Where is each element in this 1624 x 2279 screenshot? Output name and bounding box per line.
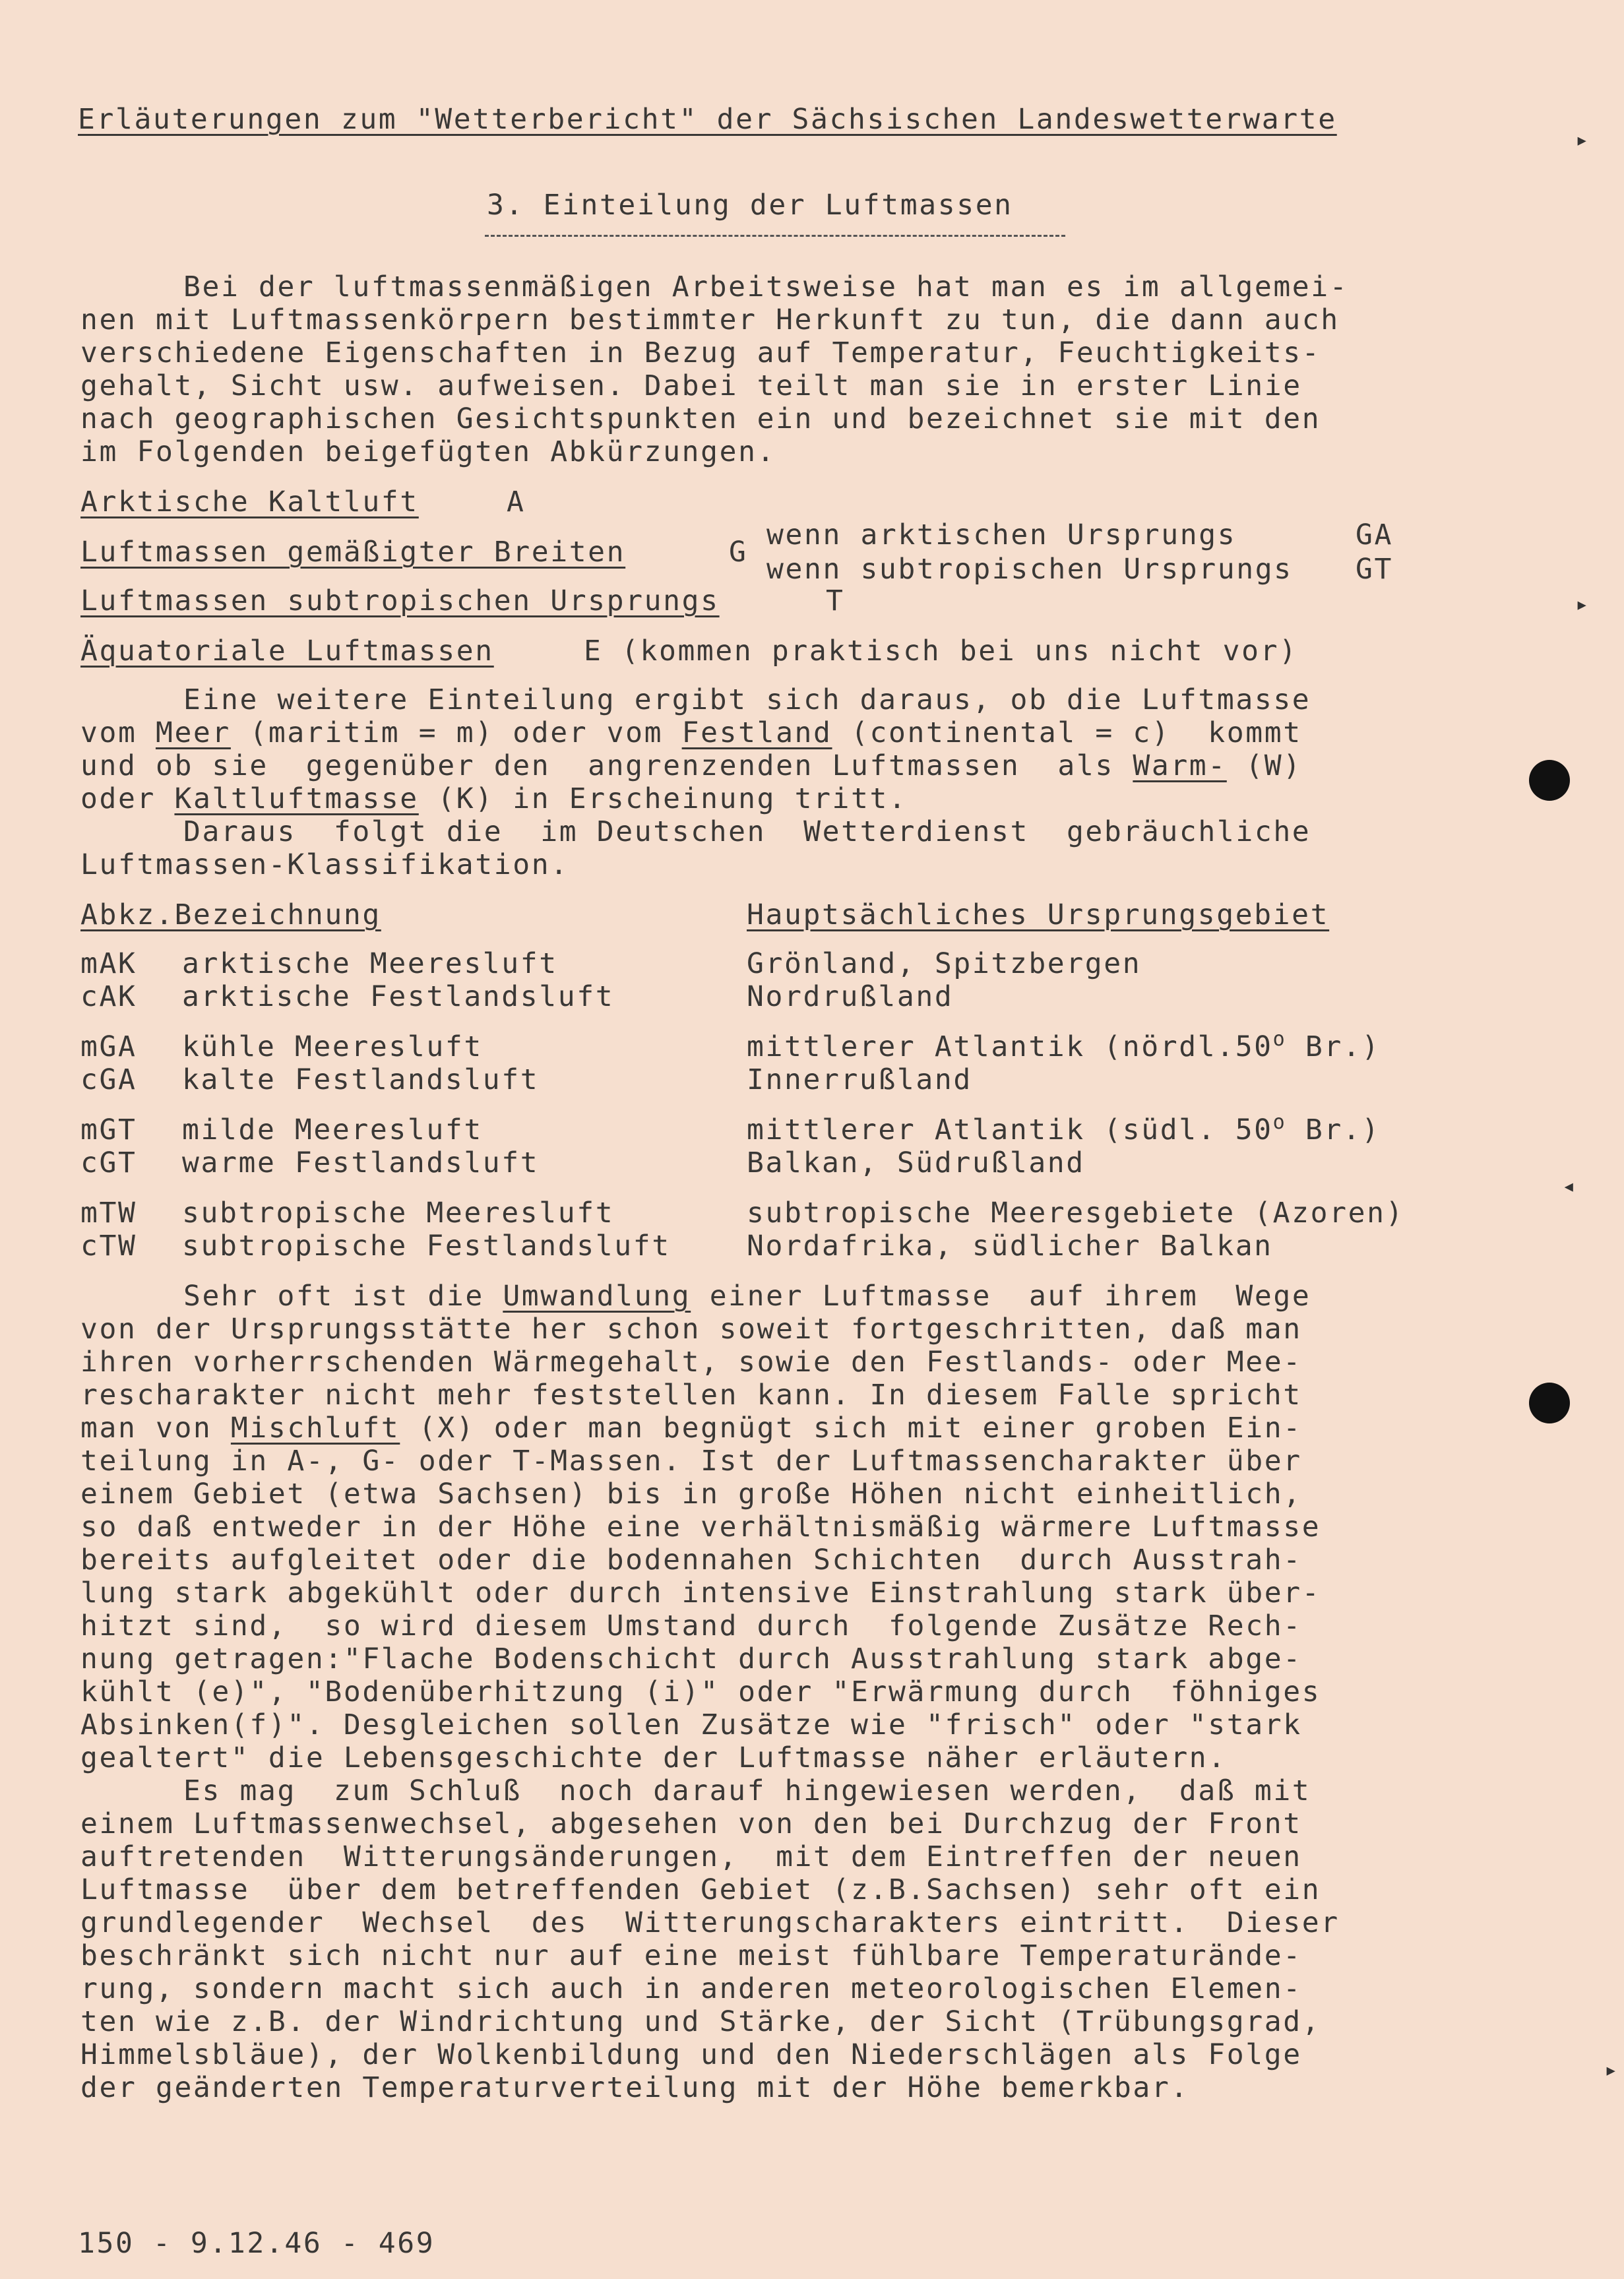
table-header-left: Abkz.Bezeichnung <box>80 898 381 931</box>
transform-line: so daß entweder in der Höhe eine verhältnismäßig wärmere Luftmasse <box>80 1511 1321 1544</box>
airmass-temperate-name: Luftmassen gemäßigter Breiten <box>80 536 626 569</box>
title-underline <box>485 235 1065 237</box>
row-origin: Grönland, Spitzbergen <box>747 947 1142 980</box>
row-abbr: cTW <box>80 1230 137 1263</box>
further-line: Daraus folgt die im Deutschen Wetterdienst gebräuchliche <box>183 815 1311 848</box>
intro-line: verschiedene Eigenschaften in Bezug auf Temperatur, Feuchtigkeits- <box>80 336 1321 369</box>
intro-line: Bei der luftmassenmäßigen Arbeitsweise hat man es im allgemei- <box>183 270 1349 303</box>
arrow-right-icon: ▸ <box>1604 2057 1618 2083</box>
row-name: arktische Festlandsluft <box>182 980 615 1013</box>
final-line: grundlegender Wechsel des Witterungscharakters eintritt. Dieser <box>80 1906 1340 1939</box>
final-line: Himmelsbläue), der Wolkenbildung und den Niederschlägen als Folge <box>80 2038 1302 2071</box>
final-line: einem Luftmassenwechsel, abgesehen von den bei Durchzug der Front <box>80 1807 1302 1840</box>
further-line: und ob sie gegenüber den angrenzenden Luftmassen als Warm- (W) <box>80 749 1302 782</box>
final-line: rung, sondern macht sich auch in anderen meteorologischen Elemen- <box>80 1972 1302 2005</box>
airmass-temperate-sub2: wenn subtropischen Ursprungs <box>766 553 1293 586</box>
footer-reference: 150 - 9.12.46 - 469 <box>78 2227 435 2260</box>
section-title: 3. Einteilung der Luftmassen <box>487 189 1013 222</box>
transform-line: Absinken(f)". Desgleichen sollen Zusätze wie "frisch" oder "stark <box>80 1708 1302 1741</box>
row-abbr: mGT <box>80 1113 137 1146</box>
final-line: auftretenden Witterungsänderungen, mit dem Eintreffen der neuen <box>80 1840 1302 1873</box>
further-line: vom Meer (maritim = m) oder vom Festland (continental = c) kommt <box>80 716 1302 749</box>
transform-line: von der Ursprungsstätte her schon soweit fortgeschritten, daß man <box>80 1313 1302 1346</box>
row-name: arktische Meeresluft <box>182 947 558 980</box>
transform-line: hitzt sind, so wird diesem Umstand durch folgende Zusätze Rech- <box>80 1609 1302 1642</box>
transform-line: gealtert" die Lebensgeschichte der Luftmasse näher erläutern. <box>80 1741 1227 1774</box>
intro-line: nen mit Luftmassenkörpern bestimmter Herkunft zu tun, die dann auch <box>80 303 1340 336</box>
final-line: beschränkt sich nicht nur auf eine meist fühlbare Temperaturände- <box>80 1939 1302 1972</box>
further-line: Luftmassen-Klassifikation. <box>80 848 569 881</box>
arrow-left-icon: ◂ <box>1562 1173 1576 1199</box>
document-header: Erläuterungen zum "Wetterbericht" der Sächsischen Landeswetterwarte <box>78 103 1337 136</box>
arrow-right-icon: ▸ <box>1575 127 1589 153</box>
further-line: oder Kaltluftmasse (K) in Erscheinung tritt. <box>80 782 908 815</box>
row-origin: mittlerer Atlantik (nördl.50$^o$ Br.) <box>747 1028 1381 1063</box>
row-name: warme Festlandsluft <box>182 1146 540 1179</box>
transform-line: man von Mischluft (X) oder man begnügt sich mit einer groben Ein- <box>80 1412 1302 1445</box>
row-abbr: mAK <box>80 947 137 980</box>
row-abbr: mTW <box>80 1197 137 1230</box>
airmass-subtropical-abbr: T <box>826 584 845 617</box>
airmass-temperate-sub2-abbr: GT <box>1356 553 1393 586</box>
airmass-arctic-abbr: A <box>507 485 526 518</box>
row-origin: mittlerer Atlantik (südl. 50$^o$ Br.) <box>747 1111 1381 1146</box>
row-origin: subtropische Meeresgebiete (Azoren) <box>747 1197 1405 1230</box>
row-name: subtropische Festlandsluft <box>182 1230 671 1263</box>
airmass-equatorial-abbr: E (kommen praktisch bei uns nicht vor) <box>584 635 1298 668</box>
row-origin: Innerrußland <box>747 1063 972 1096</box>
transform-line: rescharakter nicht mehr feststellen kann. In diesem Falle spricht <box>80 1379 1302 1412</box>
row-abbr: cGA <box>80 1063 137 1096</box>
row-abbr: cGT <box>80 1146 137 1179</box>
final-line: der geänderten Temperaturverteilung mit der Höhe bemerkbar. <box>80 2071 1189 2104</box>
transform-line: teilung in A-, G- oder T-Massen. Ist der Luftmassencharakter über <box>80 1445 1302 1478</box>
transform-line: ihren vorherrschenden Wärmegehalt, sowie den Festlands- oder Mee- <box>80 1346 1302 1379</box>
row-name: kalte Festlandsluft <box>182 1063 540 1096</box>
row-origin: Nordrußland <box>747 980 954 1013</box>
airmass-temperate-sub1-abbr: GA <box>1356 518 1393 551</box>
airmass-equatorial-name: Äquatoriale Luftmassen <box>80 635 494 668</box>
final-line: Luftmasse über dem betreffenden Gebiet (z.B.Sachsen) sehr oft ein <box>80 1873 1321 1906</box>
arrow-right-icon: ▸ <box>1575 591 1589 617</box>
transform-line: kühlt (e)", "Bodenüberhitzung (i)" oder "Erwärmung durch föhniges <box>80 1675 1321 1708</box>
final-line: ten wie z.B. der Windrichtung und Stärke, der Sicht (Trübungsgrad, <box>80 2005 1321 2038</box>
row-abbr: cAK <box>80 980 137 1013</box>
transform-line: einem Gebiet (etwa Sachsen) bis in große Höhen nicht einheitlich, <box>80 1478 1302 1511</box>
intro-line: im Folgenden beigefügten Abkürzungen. <box>80 435 776 468</box>
table-header-right: Hauptsächliches Ursprungsgebiet <box>747 898 1330 931</box>
airmass-temperate-sub1: wenn arktischen Ursprungs <box>766 518 1237 551</box>
further-line: Eine weitere Einteilung ergibt sich daraus, ob die Luftmasse <box>183 683 1311 716</box>
transform-line: nung getragen:"Flache Bodenschicht durch Ausstrahlung stark abge- <box>80 1642 1302 1675</box>
intro-line: nach geographischen Gesichtspunkten ein und bezeichnet sie mit den <box>80 402 1321 435</box>
airmass-temperate-abbr: G <box>729 536 748 569</box>
transform-line: bereits aufgleitet oder die bodennahen Schichten durch Ausstrah- <box>80 1544 1302 1577</box>
row-origin: Balkan, Südrußland <box>747 1146 1085 1179</box>
row-name: milde Meeresluft <box>182 1113 483 1146</box>
punch-hole-icon <box>1529 1383 1570 1423</box>
row-origin: Nordafrika, südlicher Balkan <box>747 1230 1273 1263</box>
transform-line: lung stark abgekühlt oder durch intensive Einstrahlung stark über- <box>80 1577 1321 1609</box>
airmass-subtropical-name: Luftmassen subtropischen Ursprungs <box>80 584 720 617</box>
punch-hole-icon <box>1529 760 1570 801</box>
row-name: subtropische Meeresluft <box>182 1197 615 1230</box>
row-name: kühle Meeresluft <box>182 1030 483 1063</box>
intro-line: gehalt, Sicht usw. aufweisen. Dabei teilt man sie in erster Linie <box>80 369 1302 402</box>
transform-line: Sehr oft ist die Umwandlung einer Luftmasse auf ihrem Wege <box>183 1280 1311 1313</box>
row-abbr: mGA <box>80 1030 137 1063</box>
airmass-arctic-name: Arktische Kaltluft <box>80 485 419 518</box>
final-line: Es mag zum Schluß noch darauf hingewiesen werden, daß mit <box>183 1774 1311 1807</box>
